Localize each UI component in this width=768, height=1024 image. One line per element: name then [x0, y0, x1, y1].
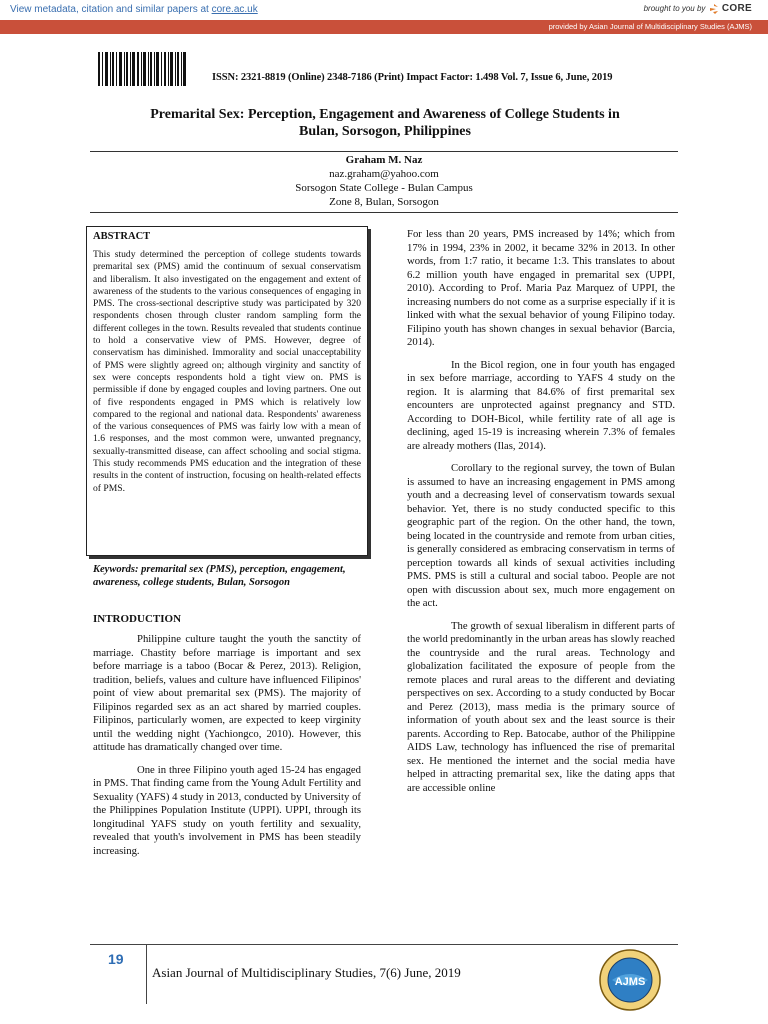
- paper-title: Premarital Sex: Perception, Engagement and Awareness of College Students in Bulan, Sorsogon, Philippines: [150, 107, 620, 139]
- core-banner: [0, 0, 768, 20]
- body-paragraph-3: Corollary to the regional survey, the town of Bulan is assumed to have an increasing engagement in PMS among youth and a decreasing level of conservatism towards sexual behavior. Yet, there is no study conducted specific to this geographic part of the region. On the other hand, the town, being located in the countryside and remote from urban cities, is generally considered as embracing conservatism in terms of perception towards all kinds of sexual activities including PMS. PMS is still a cultural and social taboo. People are not open with discussion about sex, much more engagement on the act.: [407, 462, 675, 609]
- provider-band: [0, 20, 768, 34]
- keywords: Keywords: premarital sex (PMS), perception, engagement, awareness, college students, Bulan, Sorsogon: [93, 564, 346, 588]
- author-name: Graham M. Naz: [345, 154, 423, 166]
- left-column: [93, 633, 361, 867]
- body-paragraph-4: The growth of sexual liberalism in different parts of the world predominantly in the urban areas has slowly reached the countryside and the rural areas. Technology and globalization facilitated the exposure of people from the remote places and rural areas to the different and deviating perspectives on sex. According to a study conducted by Bocar and Perez (2013), mass media is the primary source of information of youth about sex and the least source is their parents. According to Rep. Batocabe, author of the Philippine AIDS Law, technology has influenced the rise of premarital sex. He mentioned the internet and the social media have helped in attracting premarital sex, like the dating apps that are accessible online: [407, 619, 675, 794]
- intro-paragraph-2: One in three Filipino youth aged 15-24 has engaged in PMS. That finding came from the Young Adult Fertility and Sexuality (YAFS) 4 study in 2013, conducted by University of the Philippines Population Institute (UPPI). UPPI, through its longitudinal YAFS study on youth fertility and sexuality, revealed that youth's involvement in PMS has been steadily increasing.: [93, 763, 361, 857]
- author-block: [90, 153, 678, 209]
- footer-divider: [90, 944, 678, 945]
- body-paragraph-2: In the Bicol region, one in four youth has engaged in sex before marriage, according to YAFS 4 study on the region. It is alarming that 84.6% of first premarital sex encounters are unprotected against pregnancy and STD. According to DOH-Bicol, while fertility rate of all age is declining, aged 15-19 is increasing wherein 7.3% of females are already mothers (Ilas, 2014).: [407, 358, 675, 452]
- intro-paragraph-1: Philippine culture taught the youth the sanctity of marriage. Chastity before marriage is important and sex before marriage is a taboo (Bocar & Perez, 2013). Religion, tradition, beliefs, values and culture have influenced Filipinos' point of view about premarital sex (PMS). The majority of Filipinos regarded sex as an act shared by married couples. Filipinos, particularly women, are expected to keep virginity until the wedding night (Yachiongco, 2010). However, this attitude has dramatically changed over time.: [93, 633, 361, 753]
- journal-citation: Asian Journal of Multidisciplinary Studies, 7(6) June, 2019: [152, 965, 461, 980]
- core-link[interactable]: core.ac.uk: [211, 4, 258, 15]
- introduction-heading: INTRODUCTION: [93, 613, 182, 625]
- page-number: 19: [108, 951, 124, 967]
- ajms-logo-icon: [598, 948, 662, 1012]
- footer-vertical-divider: [146, 944, 147, 1004]
- author-address: Zone 8, Bulan, Sorsogon: [329, 196, 439, 208]
- right-column: [407, 228, 675, 804]
- abstract-text: This study determined the perception of college students towards premarital sex (PMS) amid the continuum of sexual conservatism and liberalism. It also investigated on the engagement and extent of awareness of the students to the various consequences of engaging in PMS. The cross-sectional descriptive study was participated by 320 respondents chosen through cluster random sampling form the different colleges in the town. Results revealed that students continue to hold a conservative view of PMS. However, degree of conservatism has diminished. Immorality and social unacceptability of PMS were slightly agreed on; although virginity and sanctity of sex were concepts respondents hold a tight view on. PMS is permissible if done by engaged couples and loving partners. One out of five respondents engaged in PMS which is relatively low compared to the regional and national data. Respondents' awareness of the various consequences of PMS was fairly low with a mean of 1.6 responses, and the most common were, unwanted pregnancy, sexually-transmitted disease, can affect schooling and social stigma. This study recommends PMS education and the integration of these results in the content of instruction, focusing on health-related effects of PMS.: [93, 249, 361, 494]
- author-email: naz.graham@yahoo.com: [329, 168, 439, 180]
- abstract-heading: ABSTRACT: [93, 231, 151, 242]
- barcode-icon: [98, 52, 186, 90]
- brought-by: brought to you by CORE: [643, 3, 752, 14]
- issn-line: ISSN: 2321-8819 (Online) 2348-7186 (Print) Impact Factor: 1.498 Vol. 7, Issue 6, June, 2019: [212, 72, 613, 83]
- author-divider: [90, 212, 678, 213]
- header-divider: [90, 151, 678, 152]
- core-logo-icon: [710, 4, 718, 14]
- author-affiliation: Sorsogon State College - Bulan Campus: [295, 182, 473, 194]
- logo-text: AJMS: [614, 976, 646, 988]
- metadata-notice: View metadata, citation and similar papers at core.ac.uk: [10, 4, 258, 15]
- core-label[interactable]: CORE: [721, 3, 752, 14]
- provider-text: provided by Asian Journal of Multidisciplinary Studies (AJMS): [548, 22, 752, 31]
- body-paragraph-1: For less than 20 years, PMS increased by 14%; which from 17% in 1994, 23% in 2002, it became 32% in 2013. In other words, from 1:7 ratio, it became 1:3. This translates to about 6.2 million youth have engaged in premarital sex (UPPI, 2010). According to Prof. Maria Paz Marquez of UPPI, the increasing numbers do not come as a surprise especially if it is linked with what the sexual behavior of young Filipino today. Filipino youth has shown changes in sexual behavior (Barcia, 2014).: [407, 228, 675, 348]
